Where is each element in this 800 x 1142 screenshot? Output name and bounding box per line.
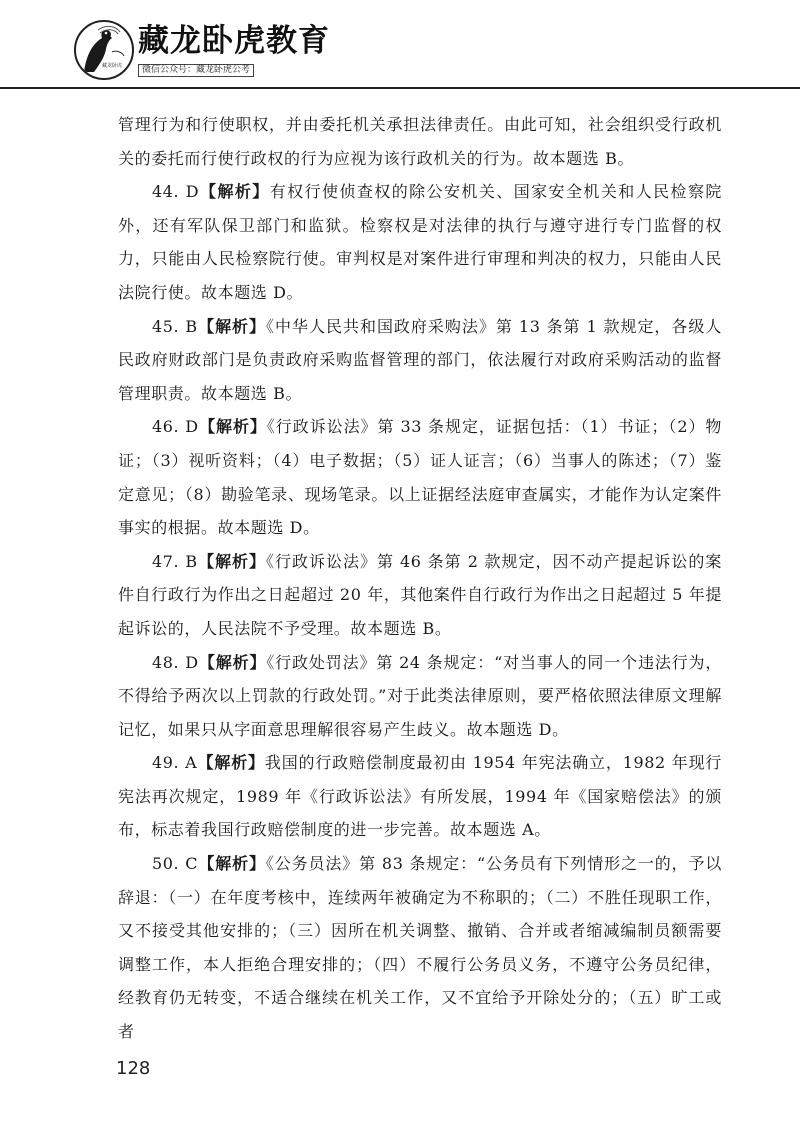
analysis-tag: 【解析】: [197, 753, 265, 773]
page-number: 128: [116, 1058, 151, 1079]
analysis-tag: 【解析】: [198, 652, 267, 672]
parrot-logo-icon: [74, 20, 134, 80]
answer-44: [118, 175, 722, 309]
brand-title: 藏龙卧虎教育: [138, 23, 330, 59]
answer-number: 46. D: [152, 417, 199, 437]
analysis-tag: 【解析】: [198, 417, 267, 437]
answer-45: [118, 310, 722, 411]
paragraph-continued: [118, 108, 722, 175]
analysis-tag: 【解析】: [197, 551, 267, 571]
answer-number: 44. D: [152, 182, 200, 202]
answer-46: [118, 410, 722, 544]
answer-number: 45. B: [152, 316, 198, 336]
page-header: [0, 0, 800, 100]
logo-text: 藏龙卧虎: [102, 63, 123, 69]
analysis-tag: 【解析】: [198, 854, 266, 874]
analysis-tag: 【解析】: [199, 182, 270, 202]
paragraph-text: 管理行为和行使职权，并由委托机关承担法律责任。由此可知，社会组织受行政机关的委托而行使行政权的行为应视为该行政机关的行为。故本题选 B。: [118, 115, 722, 168]
header-divider: [0, 87, 800, 89]
paragraph-text: 《行政诉讼法》第 46 条第 2 款规定，因不动产提起诉讼的案件自行政行为作出之日起超过 20 年，其他案件自行政行为作出之日起超过 5 年提起诉讼的，人民法院不予受理。故本题选 B。: [118, 551, 722, 638]
paragraph-text: 《中华人民共和国政府采购法》第 13 条第 1 款规定，各级人民政府财政部门是负责政府采购监督管理的部门，依法履行对政府采购活动的监督管理职责。故本题选 B。: [118, 316, 722, 403]
answer-49: [118, 746, 722, 847]
analysis-tag: 【解析】: [197, 316, 267, 336]
answer-number: 47. B: [152, 551, 198, 571]
paragraph-text: 《公务员法》第 83 条规定：“公务员有下列情形之一的，予以辞退：（一）在年度考核中，连续两年被确定为不称职的；（二）不胜任现职工作，又不接受其他安排的；（三）因所在机关调整、撤销、合并或者缩减编制员额需要调整工作，本人拒绝合理安排的；（四）不履行公务员义务，不遵守公务员纪律，经教育仍无转变，不适合继续在机关工作，又不宜给予开除处分的；（五）旷工或者: [118, 854, 722, 1042]
answer-48: [118, 646, 722, 747]
paragraph-text: 有权行使侦查权的除公安机关、国家安全机关和人民检察院外，还有军队保卫部门和监狱。检察权是对法律的执行与遵守进行专门监督的权力，只能由人民检察院行使。审判权是对案件进行审理和判决的权力，只能由人民法院行使。故本题选 D。: [118, 182, 723, 302]
paragraph-text: 《行政处罚法》第 24 条规定：“对当事人的同一个违法行为，不得给予两次以上罚款的行政处罚。”对于此类法律原则，要严格依照法律原文理解记忆，如果只从字面意思理解很容易产生歧义。故本题选 D。: [118, 652, 723, 739]
answer-number: 48. D: [152, 652, 199, 672]
brand-tagline: 微信公众号：藏龙卧虎公考: [138, 64, 254, 77]
answer-47: [118, 545, 722, 646]
paragraph-text: 我国的行政赔偿制度最初由 1954 年宪法确立，1982 年现行宪法再次规定，1989 年《行政诉讼法》有所发展，1994 年《国家赔偿法》的颁布，标志着我国行政赔偿制度的进一步完善。故本题选 A。: [118, 753, 723, 840]
answer-number: 49. A: [152, 753, 198, 773]
paragraph-text: 《行政诉讼法》第 33 条规定，证据包括：（1）书证；（2）物证；（3）视听资料；（4）电子数据；（5）证人证言；（6）当事人的陈述；（7）鉴定意见；（8）勘验笔录、现场笔录。以上证据经法庭审查属实，才能作为认定案件事实的根据。故本题选 D。: [118, 417, 723, 538]
answer-number: 50. C: [152, 854, 199, 874]
answer-50: [118, 847, 722, 1049]
answer-explanations: [118, 108, 722, 1049]
